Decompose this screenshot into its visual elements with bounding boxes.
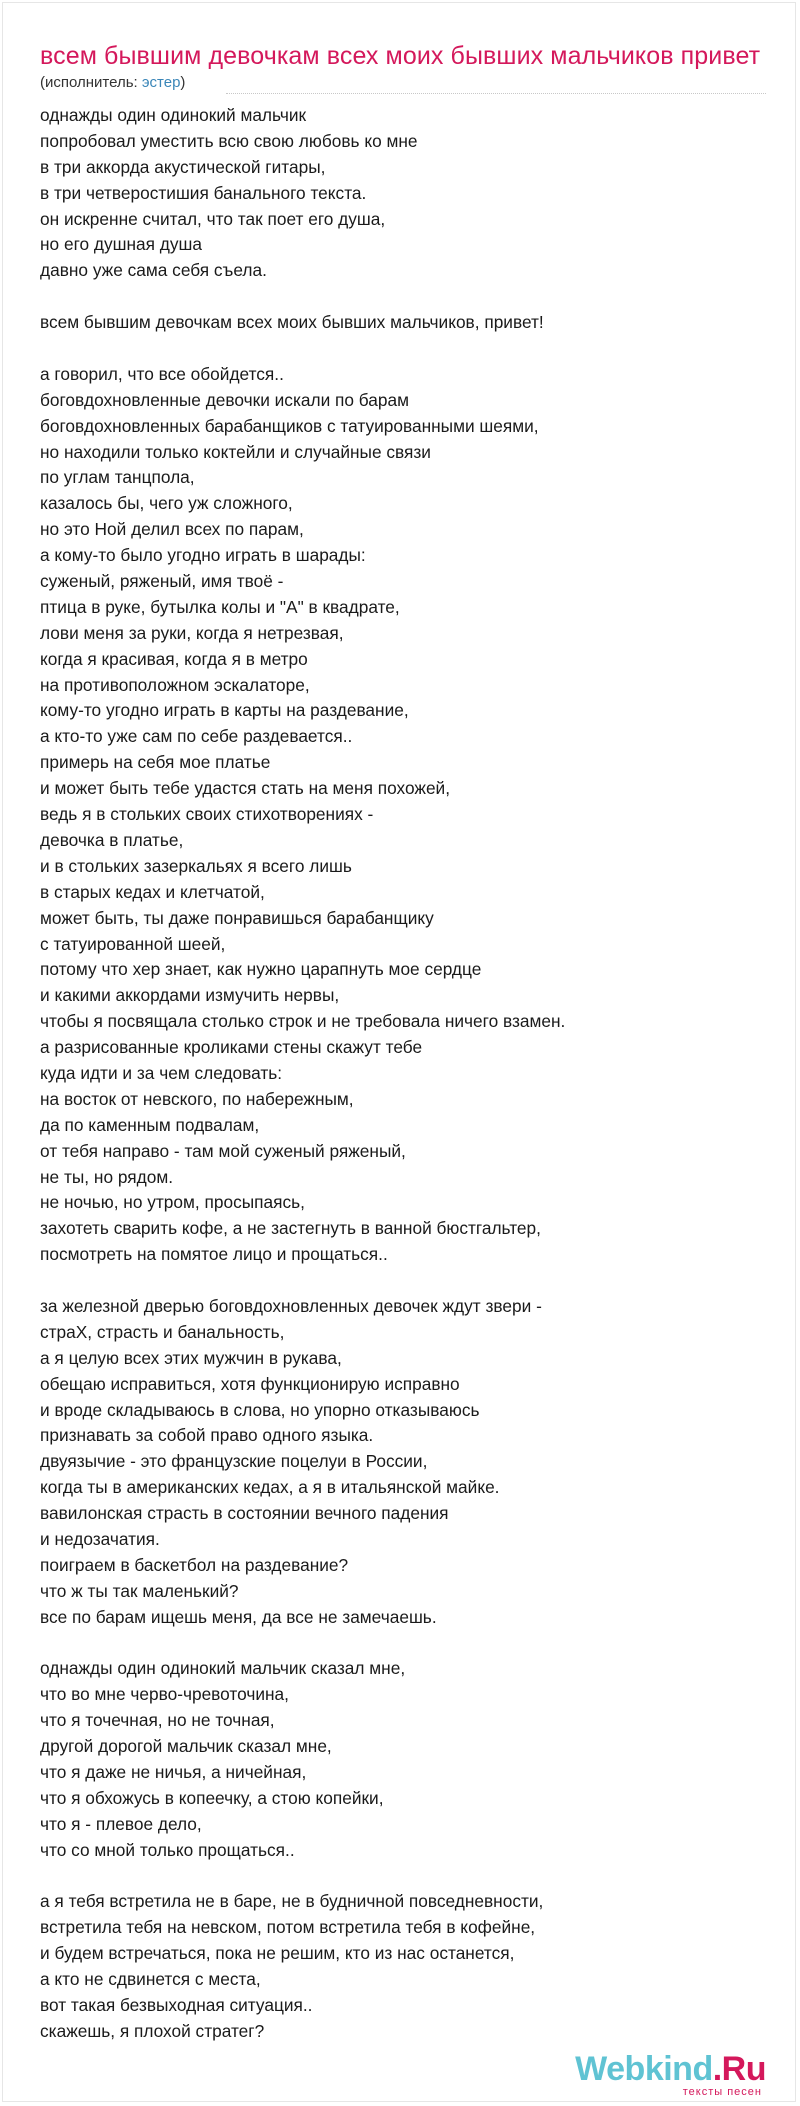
song-title: всем бывшим девочкам всех моих бывших мальчиков привет [40,42,761,70]
lyric-line: а говорил, что все обойдется.. [40,363,284,384]
lyric-line: примерь на себя мое платье [40,752,271,773]
lyric-line: что во мне черво-чревоточина, [40,1684,289,1705]
lyric-line: и вроде складываюсь в слова, но упорно отказываюсь [40,1399,480,1420]
lyric-line: на восток от невского, по набережным, [40,1088,354,1109]
lyric-line: а разрисованные кроликами стены скажут тебе [40,1037,423,1058]
watermark-brand-tld: Ru [721,2050,766,2088]
lyric-line: за железной дверью боговдохновленных девочек ждут звери - [40,1295,542,1316]
lyric-line: а кому-то было угодно играть в шарады: [40,545,366,566]
lyric-blank-line [40,284,770,310]
lyric-line: боговдохновленных барабанщиков с татуированными шеями, [40,415,539,436]
lyric-line: девочка в платье, [40,829,184,850]
lyric-line: другой дорогой мальчик сказал мне, [40,1736,332,1757]
lyric-line: в три четверостишия банального текста. [40,182,367,203]
lyric-line: ведь я в стольких своих стихотворениях - [40,804,374,825]
lyric-line: что я - плевое дело, [40,1813,202,1834]
lyric-line: и какими аккордами измучить нервы, [40,985,340,1006]
lyric-line: и недозачатия. [40,1528,160,1549]
lyric-blank-line [40,1864,770,1890]
lyric-line: когда ты в американских кедах, а я в итальянской майке. [40,1477,500,1498]
lyric-line: всем бывшим девочкам всех моих бывших мальчиков, привет! [40,312,544,333]
lyric-line: но это Ной делил всех по парам, [40,519,304,540]
lyric-line: а я тебя встретила не в баре, не в будничной повседневности, [40,1891,544,1912]
lyric-line: боговдохновленные девочки искали по барам [40,389,410,410]
lyric-line: лови меня за руки, когда я нетрезвая, [40,622,344,643]
lyric-blank-line [40,1631,770,1657]
lyric-line: а я целую всех этих мужчин в рукава, [40,1347,342,1368]
lyric-line: все по барам ищешь меня, да все не замечаешь. [40,1606,437,1627]
performer-prefix: (исполнитель: [40,74,142,91]
lyric-blank-line [40,1268,770,1294]
lyric-line: вот такая безвыходная ситуация.. [40,1995,313,2016]
lyric-blank-line [40,336,770,362]
lyric-line: не ночью, но утром, просыпаясь, [40,1192,305,1213]
lyric-line: потому что хер знает, как нужно царапнуть мое сердце [40,959,482,980]
lyric-line: кому-то угодно играть в карты на раздевание, [40,700,409,721]
lyric-line: он искренне считал, что так поет его душа, [40,208,386,229]
performer-suffix: ) [180,74,186,91]
lyric-line: что я обхожусь в копеечку, а стою копейки, [40,1787,384,1808]
lyric-line: однажды один одинокий мальчик [40,105,307,125]
lyric-line: что ж ты так маленький? [40,1580,239,1601]
watermark-brand-main: Webkind [575,2050,713,2088]
lyric-line: да по каменным подвалам, [40,1114,260,1135]
lyric-line: в старых кедах и клетчатой, [40,881,265,902]
lyric-line: не ты, но рядом. [40,1166,174,1187]
lyric-line: суженый, ряженый, имя твоё - [40,571,284,592]
lyric-line: но находили только коктейли и случайные связи [40,441,431,462]
lyric-line: захотеть сварить кофе, а не застегнуть в ванной бюстгальтер, [40,1218,541,1239]
lyric-line: вавилонская страсть в состоянии вечного падения [40,1503,449,1524]
lyrics-body [40,103,770,2045]
lyric-line: куда идти и за чем следовать: [40,1062,283,1083]
watermark-tagline: тексты песен [682,2086,762,2098]
lyric-line: признавать за собой право одного языка. [40,1425,374,1446]
lyric-line: чтобы я посвящала столько строк и не требовала ничего взамен. [40,1011,566,1032]
lyric-line: на противоположном эскалаторе, [40,674,310,695]
performer-link[interactable]: эстер [141,74,181,91]
lyric-line: попробовал уместить всю свою любовь ко мне [40,130,418,151]
lyric-line: однажды один одинокий мальчик сказал мне, [40,1658,406,1679]
lyric-line: что я точечная, но не точная, [40,1710,275,1731]
lyric-line: двуязычие - это французские поцелуи в России, [40,1451,428,1472]
lyric-line: обещаю исправиться, хотя функционирую исправно [40,1373,460,1394]
title-divider [226,93,766,94]
lyric-line: казалось бы, чего уж сложного, [40,493,293,514]
lyric-line: в три аккорда акустической гитары, [40,156,326,177]
lyric-line: когда я красивая, когда я в метро [40,648,308,669]
lyric-line: а кто-то уже сам по себе раздевается.. [40,726,353,747]
lyric-line: поиграем в баскетбол на раздевание? [40,1554,349,1575]
lyric-line: птица в руке, бутылка колы и "А" в квадрате, [40,596,400,617]
watermark-brand [575,2052,766,2086]
watermark-brand-dot: . [712,2050,722,2088]
lyric-line: по углам танцпола, [40,467,195,488]
lyric-line: давно уже сама себя съела. [40,260,267,281]
lyric-line: и в стольких зазеркальях я всего лишь [40,855,352,876]
lyric-line: скажешь, я плохой стратег? [40,2020,265,2041]
lyric-line: встретила тебя на невском, потом встретила тебя в кофейне, [40,1917,536,1938]
lyric-line: может быть, ты даже понравишься барабанщику [40,907,434,928]
lyric-line: но его душная душа [40,234,203,255]
lyric-line: и будем встречаться, пока не решим, кто из нас останется, [40,1943,515,1964]
lyric-line: с татуированной шеей, [40,933,226,954]
lyric-line: посмотреть на помятое лицо и прощаться.. [40,1244,388,1265]
lyric-line: страХ, страсть и банальность, [40,1321,285,1342]
lyric-line: что я даже не ничья, а ничейная, [40,1762,307,1782]
lyric-line: а кто не сдвинется с места, [40,1969,261,1990]
webkind-watermark[interactable] [575,2052,766,2098]
performer-line [40,74,185,91]
lyric-line: что со мной только прощаться.. [40,1839,295,1860]
lyric-line: от тебя направо - там мой суженый ряженый, [40,1140,406,1161]
lyric-line: и может быть тебе удастся стать на меня похожей, [40,778,451,799]
